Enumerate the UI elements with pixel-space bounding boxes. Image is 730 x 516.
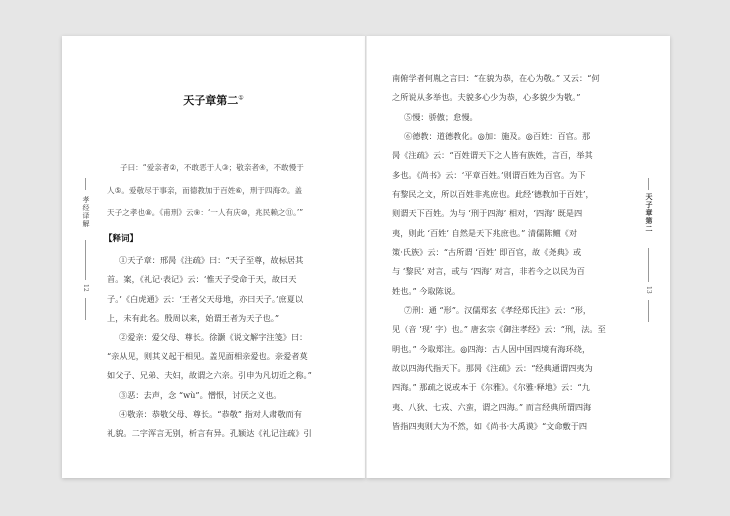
right-margin-rule-bottom	[648, 300, 649, 322]
title-footnote-marker: ①	[238, 94, 244, 102]
text-line: 见（音 ‘现’ 字）也。” 唐玄宗《御注孝经》云：“刑，法。至	[392, 324, 606, 334]
text-line: 明也。” 今取郑注。◎四海：古人因中国四境有海环绕，	[392, 344, 591, 354]
margin-rule-top	[85, 178, 86, 190]
note-line: ③恶：去声，念 “wù”。憎恨，讨厌之义也。	[119, 390, 282, 400]
text-line: ⑥德教：道德教化。◎加：施及。◎百姓：百官。那	[404, 131, 591, 141]
text-line: ⑦刑：通 “形”。汉儒郑玄《孝经郑氏注》云：“形，	[404, 305, 592, 315]
book-gutter	[365, 36, 367, 478]
right-margin-rule-middle	[648, 248, 649, 282]
text-line: 南俯学者何胤之言曰：“在貌为恭，在心为敬。” 又云：“何	[392, 73, 600, 83]
note-line: 上，未有此名。殷周以来，始谓王者为天子也。”	[107, 313, 280, 323]
text-line: 有黎民之文，所以百姓非兆庶也。此经‘德教加于百姓’，	[392, 189, 594, 199]
text-line: ⑤慢：骄傲；怠慢。	[404, 112, 478, 122]
text-line: 之所说从多举也。夫貌多心少为恭，心多貌少为敬。”	[392, 92, 581, 102]
text-line: 姓也。” 今取陈说。	[392, 286, 461, 296]
text-line: 与 ‘黎民’ 对言，或与 ‘四海’ 对言，非若今之以民为百	[392, 266, 585, 276]
left-page-number: 12	[82, 284, 89, 292]
note-line: “亲从见，则其义起于相见。盖见面相亲爱也。亲爱者莫	[107, 351, 308, 361]
note-line: 首。案，《礼记·表记》云：‘惟天子受命于天，故曰天	[107, 274, 297, 284]
text-line: 则谓天下百姓。为与 ‘刑于四海’ 相对，‘四海’ 既是四	[392, 208, 583, 218]
left-running-head: 孝经译解	[82, 196, 90, 228]
text-line: 昺《注疏》云：“百姓谓天下之人皆有族姓，言百，举其	[392, 150, 593, 160]
chapter-title-text: 天子章第二	[183, 94, 239, 107]
chapter-title	[62, 92, 365, 108]
text-line: 策·氏族》云：“古所谓 ‘百姓’ 即百官，故《尧典》或	[392, 247, 582, 257]
note-line: ④敬亲：恭敬父母、尊长。“恭敬” 指对人肃敬而有	[119, 409, 302, 419]
note-line: 如父子、兄弟、夫妇，故谓之六亲。引申为凡切近之称。”	[107, 370, 312, 380]
classic-line: 人⑤。爱敬尽于事亲，而德教加于百姓⑥，刑于四海⑦。盖	[107, 186, 303, 195]
margin-rule-bottom	[85, 298, 86, 320]
text-line: 皆指四夷则大为不然，如《尚书·大禹谟》“文命敷于四	[392, 421, 588, 431]
note-line: 子。’《白虎通》云：‘王者父天母地，亦曰天子。’庶夏以	[107, 294, 304, 304]
text-line: 多也。《尚书》云：‘平章百姓。’则谓百姓为百官。为下	[392, 170, 586, 180]
margin-rule-middle	[85, 240, 86, 280]
right-margin-rule-top	[648, 178, 649, 190]
note-line: ①天子章：邢昺《注疏》曰：“天子至尊，故标居其	[119, 255, 304, 265]
note-line: 礼貌。二字浑言无别，析言有异。孔颖达《礼记注疏》引	[107, 428, 312, 438]
right-running-head: 天子章第二	[645, 193, 654, 233]
text-line: 四海。” 那疏之说或本于《尔雅》。《尔雅·释地》云：“九	[392, 382, 590, 392]
text-line: 夷、八狄、七戎、六蛮，谓之四海。” 而言经典所谓四海	[392, 402, 592, 412]
section-label: 【释词】	[104, 234, 139, 244]
text-line: 故以四海代指天下。那昺《注疏》云：“经典通谓四夷为	[392, 363, 593, 373]
right-page-number: 13	[645, 286, 652, 294]
classic-line: 天子之孝也⑧。《甫刑》云⑨：‘一人有庆⑩，兆民赖之⑪。’”	[107, 208, 304, 217]
classic-line: 子曰：“爱亲者②，不敢恶于人③；敬亲者④，不敢慢于	[120, 163, 304, 172]
note-line: ②爱亲：爱父母、尊长。徐灏《说文解字注笺》曰：	[119, 332, 308, 342]
text-line: 夷，则此 ‘百姓’ 自然是天下兆庶也。” 清儒陈鳣《对	[392, 228, 578, 238]
